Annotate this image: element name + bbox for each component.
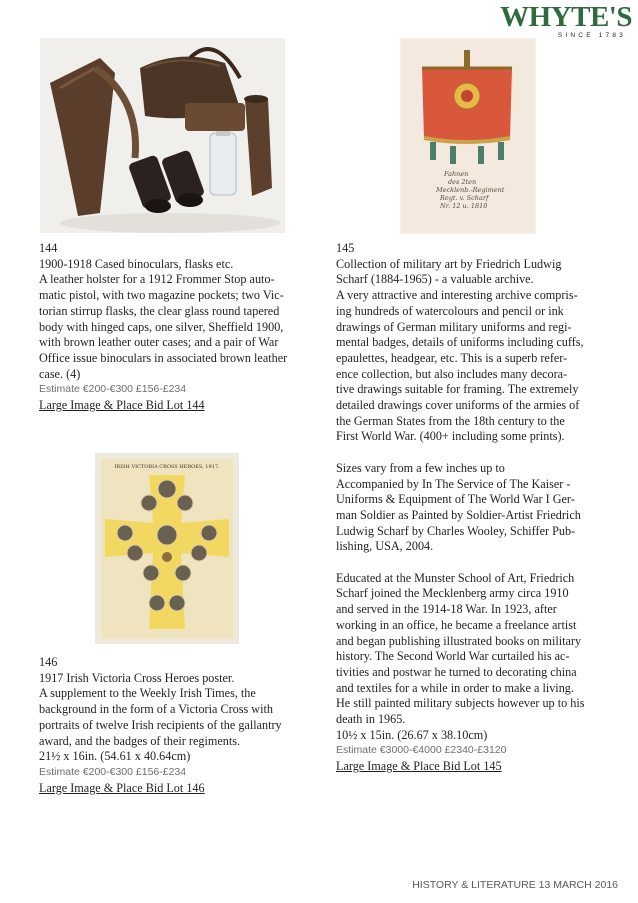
whytes-logo [462, 2, 632, 39]
lot-description-line: award, and the badges of their regiments. [39, 733, 241, 748]
lot-description-line: Educated at the Munster School of Art, Friedrich [336, 570, 575, 585]
drawing-caption-line-1: Fahnen [444, 170, 469, 178]
lot-description-line: working in an office, he became a freelance artist [336, 617, 577, 632]
lot-description-line: Office issue binoculars in associated brown leather [39, 350, 288, 365]
lot-description-line: He still painted military subjects however up to his [336, 696, 585, 711]
lot-description-line: and served in the 1914-18 War. In 1923, after [336, 602, 557, 617]
lot-description-line: mental badges, details of uniforms including cuffs, [336, 335, 584, 350]
lot-description-line: A leather holster for a 1912 Frommer Stop auto- [39, 272, 275, 287]
logo-wordmark: WHYTE'S [500, 1, 632, 33]
lot-description-line: matic pistol, with two magazine pockets; two Vic- [39, 288, 284, 303]
bid-link-lot-144[interactable]: Large Image & Place Bid Lot 144 [39, 398, 205, 413]
lot-144 [39, 241, 304, 414]
lot-description-line: with brown leather outer cases; and a pair of War [39, 335, 279, 350]
lot-description-line: Sizes vary from a few inches up to [336, 460, 505, 475]
lot-description-line: case. (4) [39, 366, 81, 381]
lot-description-line: A very attractive and interesting archive compris- [336, 288, 578, 303]
lot-description-line: man Soldier as Painted by Soldier-Artist Friedrich [336, 507, 581, 522]
lot-144-image[interactable] [40, 38, 285, 233]
military-flag-drawing [400, 38, 536, 234]
lot-estimate: Estimate €3000-€4000 £2340-£3120 [336, 744, 507, 757]
lot-description-line: drawings of German military uniforms and regi- [336, 319, 572, 334]
victoria-cross-poster [95, 453, 239, 644]
lot-size: 21½ x 16in. (54.61 x 40.64cm) [39, 749, 191, 764]
paragraph-gap [336, 555, 611, 571]
lot-146-image[interactable] [95, 453, 239, 644]
drawing-caption-line-3: Mecklenb.-Regiment [436, 186, 505, 194]
lot-title-line: Collection of military art by Friedrich Ludwig [336, 256, 562, 271]
lot-description-line: background in the form of a Victoria Cross with [39, 702, 273, 717]
lot-145 [336, 241, 611, 775]
lot-description-line: and began publishing illustrated books on military [336, 633, 582, 648]
lot-description-line: body with hinged caps, one silver, Sheffield 1900, [39, 319, 284, 334]
lot-number: 145 [336, 241, 355, 255]
lot-description-line: tive drawings suitable for framing. The extremely [336, 382, 579, 397]
lot-description-line: tivities and postwar he turned to decorating china [336, 664, 577, 679]
lot-description-line: ing hundreds of watercolours and pencil or ink [336, 303, 564, 318]
lot-description-line: Ludwig Scharf by Charles Wooley, Schiffer Pub- [336, 523, 576, 538]
lot-number: 144 [39, 241, 58, 255]
lot-description-line: Accompanied by In The Service of The Kaiser - [336, 476, 571, 491]
lot-description-line: Uniforms & Equipment of The World War I Ger- [336, 492, 575, 507]
lot-estimate: Estimate €200-€300 £156-£234 [39, 765, 187, 778]
lot-description-line: First World War. (400+ including some prints). [336, 429, 565, 444]
lot-description-line: A supplement to the Weekly Irish Times, the [39, 686, 256, 701]
lot-description-line: lishing, USA, 2004. [336, 539, 434, 554]
lot-size: 10½ x 15in. (26.67 x 38.10cm) [336, 727, 488, 742]
lot-title: 1900-1918 Cased binoculars, flasks etc. [39, 256, 234, 271]
lot-description-line: epaulettes, headgear, etc. This is a superb refer- [336, 350, 568, 365]
lot-number: 146 [39, 655, 58, 669]
lot-description-line: ence collection, but also includes many decora- [336, 366, 568, 381]
lot-title: 1917 Irish Victoria Cross Heroes poster. [39, 670, 235, 685]
lot-description-line: death in 1965. [336, 712, 406, 727]
bid-link-lot-146[interactable]: Large Image & Place Bid Lot 146 [39, 780, 205, 795]
drawing-caption-line-2: des 2ten [448, 178, 477, 186]
bid-link-lot-145[interactable]: Large Image & Place Bid Lot 145 [336, 759, 502, 774]
page-footer: HISTORY & LITERATURE 13 MARCH 2016 [412, 879, 618, 891]
binoculars-flasks-photo [40, 38, 285, 233]
lot-description-line: portraits of twelve Irish recipients of the gallantry [39, 717, 282, 732]
drawing-caption-line-4: Regt. v. Scharf [440, 194, 489, 202]
drawing-caption-line-5: Nr. 12 u. 1810 [440, 202, 488, 210]
lot-description-line: the German States from the 18th century to the [336, 413, 565, 428]
poster-heading: IRISH VICTORIA CROSS HEROES, 1917. [114, 464, 220, 470]
lot-146 [39, 655, 314, 796]
lot-description-line: detailed drawings cover uniforms of the armies of [336, 398, 580, 413]
lot-145-image[interactable] [400, 38, 536, 234]
lot-title-line: Scharf (1884-1965) - a valuable archive. [336, 272, 534, 287]
lot-description-line: and textiles for a while in order to make a living. [336, 680, 574, 695]
paragraph-gap [336, 445, 611, 461]
lot-description-line: torian stirrup flasks, the clear glass round tapered [39, 303, 280, 318]
logo-tagline: SINCE 1783 [557, 32, 626, 39]
lot-description-line: history. The Second World War curtailed his ac- [336, 649, 570, 664]
lot-estimate: Estimate €200-€300 £156-£234 [39, 383, 187, 396]
lot-description-line: Scharf joined the Mecklenberg army circa 1910 [336, 586, 569, 601]
